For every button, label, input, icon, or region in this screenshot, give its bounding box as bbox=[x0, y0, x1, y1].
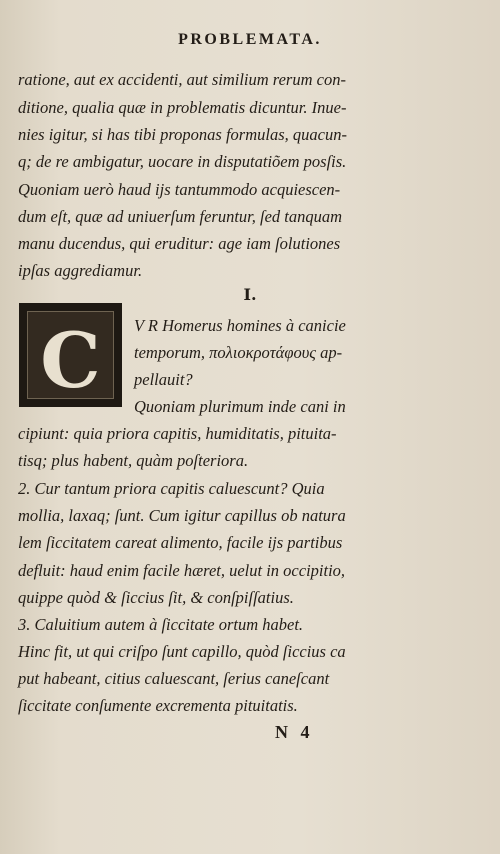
running-header: PROBLEMATA. bbox=[178, 31, 322, 48]
text-line: ratione, aut ex accidenti, aut similium rerum con- bbox=[18, 70, 346, 89]
text-line: dum eſt, quæ ad uniuerſum feruntur, ſed tanquam bbox=[18, 207, 343, 226]
text-line: defluit: haud enim facile hæret, uelut in occipitio, bbox=[18, 561, 346, 580]
text-line: quippe quòd & ſiccius ſit, & conſpiſſatius. bbox=[18, 588, 294, 607]
text-line: nies igitur, si has tibi proponas formulas, quacun- bbox=[18, 125, 347, 144]
text-line: q; de re ambigatur, uocare in disputatiõem posſis. bbox=[18, 152, 347, 171]
text-line: lem ſiccitatem careat alimento, facile ijs partibus bbox=[18, 533, 343, 552]
text-line: put habeant, citius caluescant, ſerius caneſcant bbox=[18, 669, 330, 688]
text-line: temporum, πολιοκροτάφους ap- bbox=[134, 343, 343, 362]
text-line: ipſas aggrediamur. bbox=[18, 261, 143, 280]
text-line: 3. Caluitium autem à ſiccitate ortum habet. bbox=[18, 615, 304, 634]
initial-ornament bbox=[27, 311, 114, 405]
text-line: mollia, laxaq; ſunt. Cum igitur capillus ob natura bbox=[18, 506, 346, 525]
text-line: pellauit? bbox=[134, 370, 193, 389]
text-line: ditione, qualia quæ in problematis dicuntur. Inue- bbox=[18, 98, 347, 117]
initial-letter: C bbox=[40, 316, 101, 405]
text-line: Quoniam plurimum inde cani in bbox=[134, 397, 346, 416]
signature-mark: N 4 bbox=[275, 722, 314, 742]
text-line: manu ducendus, qui eruditur: age iam ſolutiones bbox=[18, 234, 341, 253]
text-line: Quoniam uerò haud ijs tantummodo acquiescen- bbox=[18, 180, 341, 199]
text-line: ſiccitate conſumente excrementa pituitatis. bbox=[18, 696, 298, 715]
decorated-initial bbox=[19, 303, 122, 407]
text-line: Hinc fit, ut qui criſpo ſunt capillo, quòd ſiccius ca bbox=[18, 642, 346, 661]
text-line: 2. Cur tantum priora capitis caluescunt? Quia bbox=[18, 479, 325, 498]
section-number: I. bbox=[243, 285, 257, 304]
text-line: tisq; plus habent, quàm poſteriora. bbox=[18, 451, 249, 470]
text-line: V R Homerus homines à canicie bbox=[134, 316, 346, 335]
text-line: cipiunt: quia priora capitis, humiditatis, pituita- bbox=[18, 424, 337, 443]
